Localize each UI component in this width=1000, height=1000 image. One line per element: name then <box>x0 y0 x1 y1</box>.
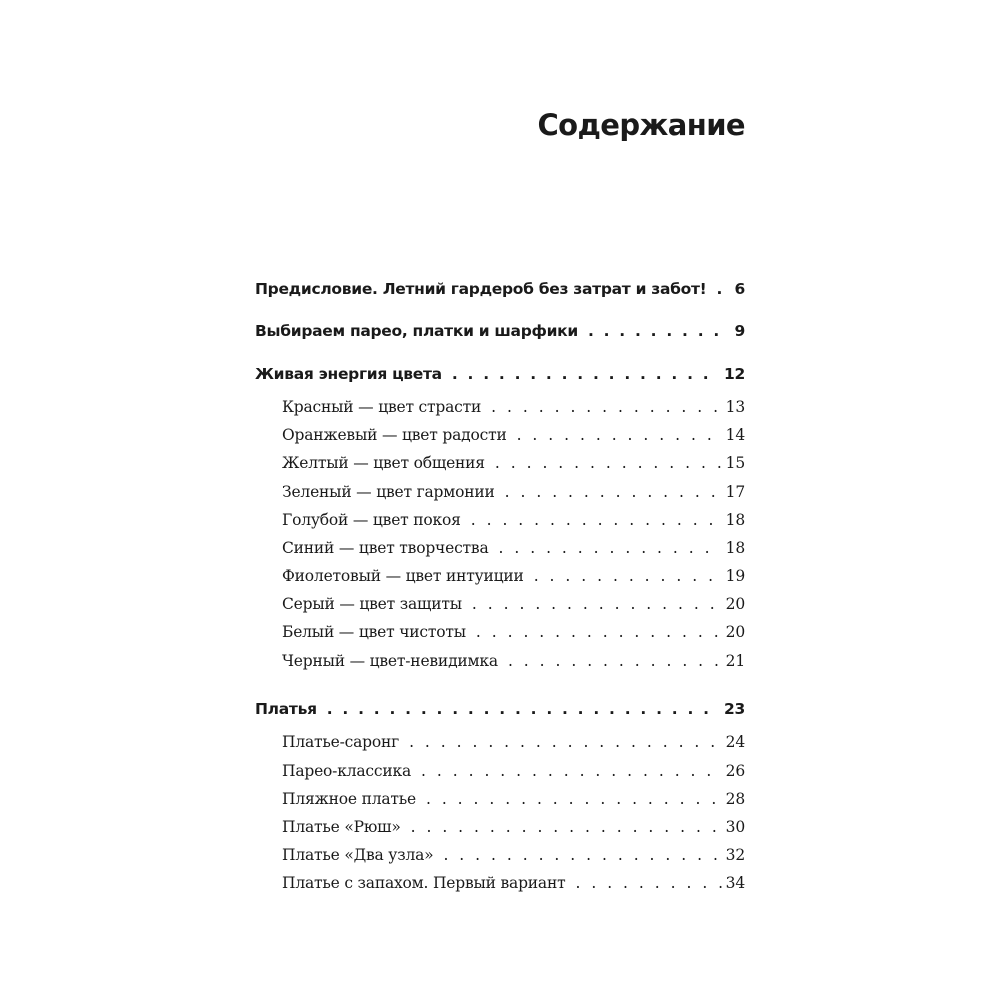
leader-dots <box>499 539 722 557</box>
toc-page-number: 13 <box>725 398 745 416</box>
page-title: Содержание <box>537 108 745 142</box>
toc-entry-label: Платье-саронг <box>282 733 400 751</box>
toc-page-number: 30 <box>725 818 745 836</box>
toc-entry-label: Красный — цвет страсти <box>282 398 482 416</box>
leader-dots <box>716 280 730 298</box>
toc-page-number: 15 <box>725 454 745 472</box>
toc-page-number: 20 <box>725 595 745 613</box>
toc-section-preface[interactable] <box>255 280 745 298</box>
toc-entry-label: Синий — цвет творчества <box>282 539 489 557</box>
toc-subentry[interactable] <box>282 818 745 836</box>
toc-entry-label: Черный — цвет-невидимка <box>282 652 498 670</box>
toc-entry-label: Оранжевый — цвет радости <box>282 426 507 444</box>
toc-subentry[interactable] <box>282 595 745 613</box>
toc-section-pareo[interactable] <box>255 322 745 340</box>
toc-subentry[interactable] <box>282 623 745 641</box>
toc-subentry[interactable] <box>282 762 745 780</box>
toc-subentry[interactable] <box>282 426 745 444</box>
toc-page-number: 20 <box>725 623 745 641</box>
leader-dots <box>472 595 722 613</box>
leader-dots <box>421 762 722 780</box>
toc-entry-label: Зеленый — цвет гармонии <box>282 483 495 501</box>
toc-subentry[interactable] <box>282 398 745 416</box>
leader-dots <box>508 652 722 670</box>
toc-page-number: 23 <box>724 700 745 718</box>
toc-entry-label: Серый — цвет защиты <box>282 595 462 613</box>
toc-entry-label: Желтый — цвет общения <box>282 454 485 472</box>
toc-entry-label: Пляжное платье <box>282 790 416 808</box>
toc-page-number: 34 <box>725 874 745 892</box>
leader-dots <box>588 322 731 340</box>
toc-section-color-energy[interactable] <box>255 365 745 383</box>
toc-subentry[interactable] <box>282 846 745 864</box>
toc-entry-label: Живая энергия цвета <box>255 365 442 383</box>
toc-entry-label: Парео-классика <box>282 762 412 780</box>
leader-dots <box>575 874 721 892</box>
toc-subentry[interactable] <box>282 790 745 808</box>
toc-subentry[interactable] <box>282 483 745 501</box>
toc-subentry[interactable] <box>282 539 745 557</box>
toc-subentry[interactable] <box>282 733 745 751</box>
toc-subentry[interactable] <box>282 511 745 529</box>
toc-page-number: 17 <box>725 483 745 501</box>
toc-subentry[interactable] <box>282 567 745 585</box>
toc-entry-label: Голубой — цвет покоя <box>282 511 461 529</box>
toc-page-number: 21 <box>725 652 745 670</box>
leader-dots <box>409 733 722 751</box>
toc-page-number: 18 <box>725 539 745 557</box>
toc-subentry[interactable] <box>282 652 745 670</box>
leader-dots <box>452 365 720 383</box>
leader-dots <box>517 426 722 444</box>
toc-page-number: 32 <box>725 846 745 864</box>
toc-page-number: 19 <box>725 567 745 585</box>
leader-dots <box>471 511 722 529</box>
leader-dots <box>327 700 720 718</box>
leader-dots <box>426 790 722 808</box>
toc-entry-label: Фиолетовый — цвет интуиции <box>282 567 524 585</box>
leader-dots <box>505 483 722 501</box>
toc-page-number: 12 <box>724 365 745 383</box>
toc-page-number: 18 <box>725 511 745 529</box>
leader-dots <box>443 846 721 864</box>
toc-page-number: 24 <box>725 733 745 751</box>
toc-entry-label: Платье «Два узла» <box>282 846 434 864</box>
leader-dots <box>411 818 722 836</box>
toc-page-number: 9 <box>734 322 745 340</box>
leader-dots <box>495 454 722 472</box>
toc-entry-label: Белый — цвет чистоты <box>282 623 466 641</box>
toc-page-number: 14 <box>725 426 745 444</box>
toc-page-number: 6 <box>734 280 745 298</box>
leader-dots <box>534 567 722 585</box>
toc-entry-label: Предисловие. Летний гардероб без затрат и забот! <box>255 280 707 298</box>
toc-section-dresses[interactable] <box>255 700 745 718</box>
toc-entry-label: Платья <box>255 700 317 718</box>
leader-dots <box>476 623 722 641</box>
toc-subentry[interactable] <box>282 874 745 892</box>
leader-dots <box>491 398 722 416</box>
toc-page-number: 26 <box>725 762 745 780</box>
toc-page-number: 28 <box>725 790 745 808</box>
toc-subentry[interactable] <box>282 454 745 472</box>
toc-entry-label: Выбираем парео, платки и шарфики <box>255 322 578 340</box>
toc-entry-label: Платье «Рюш» <box>282 818 401 836</box>
toc-entry-label: Платье с запахом. Первый вариант <box>282 874 566 892</box>
